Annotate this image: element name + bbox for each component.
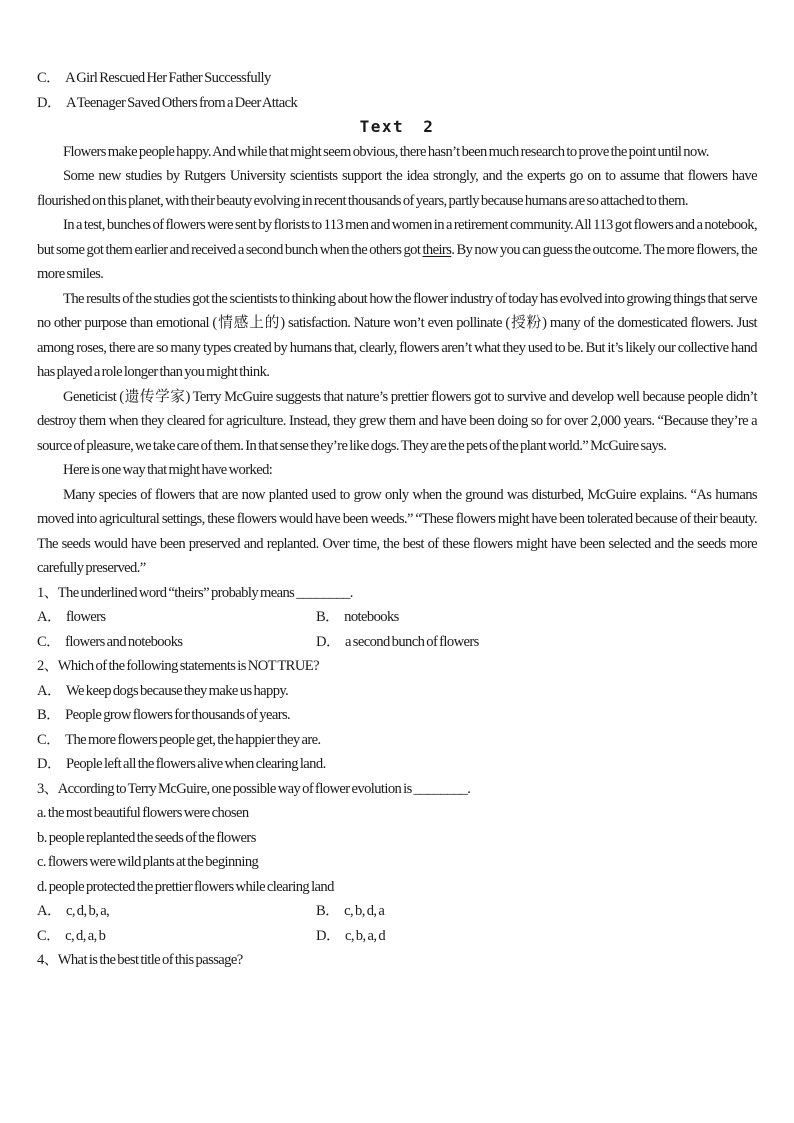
question-1-option-b — [316, 605, 757, 630]
option-label: C． — [37, 70, 61, 86]
option-label: C． — [37, 633, 61, 650]
passage-paragraph-6: Here is one way that might have worked: — [63, 462, 273, 478]
option-label: C． — [37, 731, 61, 748]
option-label: A． — [37, 682, 61, 699]
question-3-option-c — [37, 924, 316, 949]
option-label: A． — [37, 903, 61, 919]
question-3-sub-item-c: c. flowers were wild plants at the beginning — [37, 854, 259, 870]
question-3-option-a — [37, 899, 316, 924]
option-text: c, b, a, d — [344, 927, 386, 944]
paragraph-text: In a test, bunches of flowers were sent by florists to 113 men and women in a retirement community. All 113 got flowers and a notebook, but some got them earlier and received a second bunch when the others got — [37, 217, 757, 258]
question-1-options-row-1 — [37, 605, 757, 630]
question-1-options-row-2 — [37, 630, 757, 655]
question-3-option-d — [316, 924, 757, 949]
option-label: D． — [316, 633, 340, 650]
option-text: flowers and notebooks — [65, 633, 183, 650]
question-3-sub-item-a: a. the most beautiful flowers were chosen — [37, 805, 249, 821]
prev-question-option-d — [37, 91, 757, 116]
option-text: A Teenager Saved Others from a Deer Attack — [65, 94, 298, 111]
option-label: D． — [316, 927, 340, 944]
option-text: A Girl Rescued Her Father Successfully — [65, 70, 271, 86]
option-text: People grow flowers for thousands of years. — [65, 707, 291, 723]
question-3-option-b — [316, 899, 757, 924]
option-label: C． — [37, 927, 61, 944]
passage-title: Text 2 — [359, 117, 435, 136]
option-label: D． — [37, 756, 61, 772]
question-1-option-c — [37, 630, 316, 655]
option-text: a second bunch of flowers — [344, 633, 479, 650]
option-text: We keep dogs because they make us happy. — [65, 682, 289, 699]
question-2-option-c — [37, 728, 757, 753]
option-text: notebooks — [344, 609, 399, 625]
question-2-option-b — [37, 703, 757, 728]
question-1-stem: 1、The underlined word “theirs” probably means ________. — [37, 584, 353, 601]
passage-paragraph-1: Flowers make people happy. And while that might seem obvious, there hasn’t been much research to prove the point until now. — [63, 143, 709, 160]
option-text: c, d, a, b — [65, 927, 106, 944]
option-label: B． — [37, 707, 61, 723]
question-3-options-row-1 — [37, 899, 757, 924]
option-text: c, d, b, a, — [65, 903, 110, 919]
question-4-stem: 4、What is the best title of this passage? — [37, 952, 243, 968]
question-3-options-row-2 — [37, 924, 757, 949]
question-1-option-d — [316, 630, 757, 655]
question-3-sub-item-b: b. people replanted the seeds of the flowers — [37, 829, 256, 846]
question-2-stem: 2、Which of the following statements is NOT TRUE? — [37, 658, 319, 674]
passage-paragraph-2: Some new studies by Rutgers University scientists support the idea strongly, and the experts go on to assume that flowers have flourished on this planet, with their beauty evolving in recent thousands of years, partly because humans are so attached to them. — [37, 168, 757, 209]
option-label: B． — [316, 903, 340, 919]
passage-paragraph-7: Many species of flowers that are now planted used to grow only when the ground was disturbed, McGuire explains. “As humans moved into agricultural settings, these flowers would have been weeds.” “These flowers might have been tolerated because of their beauty. The seeds would have been preserved and replanted. Over time, the best of these flowers might have been selected and the seeds more carefully preserved.” — [37, 486, 757, 576]
prev-question-option-c — [37, 66, 757, 91]
question-3-stem: 3、According to Terry McGuire, one possible way of flower evolution is ________. — [37, 780, 471, 797]
option-label: B． — [316, 609, 340, 625]
paragraph-text: . By now you can guess the outcome. The more flowers, the more smiles. — [37, 241, 757, 282]
question-2-option-d — [37, 752, 757, 777]
question-1-option-a — [37, 605, 316, 630]
question-3-sub-item-d: d. people protected the prettier flowers while clearing land — [37, 878, 334, 895]
option-text: The more flowers people get, the happier they are. — [65, 731, 321, 748]
underlined-word-theirs: theirs — [422, 241, 452, 258]
passage-paragraph-5: Geneticist (遗传学家) Terry McGuire suggests that nature’s prettier flowers got to survive and develop well because people didn’t destroy them when they cleared for agriculture. Instead, they grew them and have been doing so for over 2,000 years. “Because they’re a source of pleasure, we take care of them. In that sense they’re like dogs. They are the pets of the plant world.” McGuire says. — [37, 388, 757, 454]
option-label: D． — [37, 94, 61, 111]
option-text: c, b, d, a — [344, 903, 385, 919]
passage-paragraph-3 — [37, 213, 757, 287]
option-text: flowers — [65, 609, 106, 625]
option-label: A． — [37, 609, 61, 625]
passage-paragraph-4: The results of the studies got the scientists to thinking about how the flower industry of today has evolved into growing things that serve no other purpose than emotional (情感上的) satisfaction. Nature won’t even pollinate (授粉) many of the domesticated flowers. Just among roses, there are so many types created by humans that, clearly, flowers aren’t what they used to be. But it’s likely our collective hand has played a role longer than you might think. — [37, 290, 757, 380]
question-2-option-a — [37, 679, 757, 704]
option-text: People left all the flowers alive when clearing land. — [65, 756, 326, 772]
